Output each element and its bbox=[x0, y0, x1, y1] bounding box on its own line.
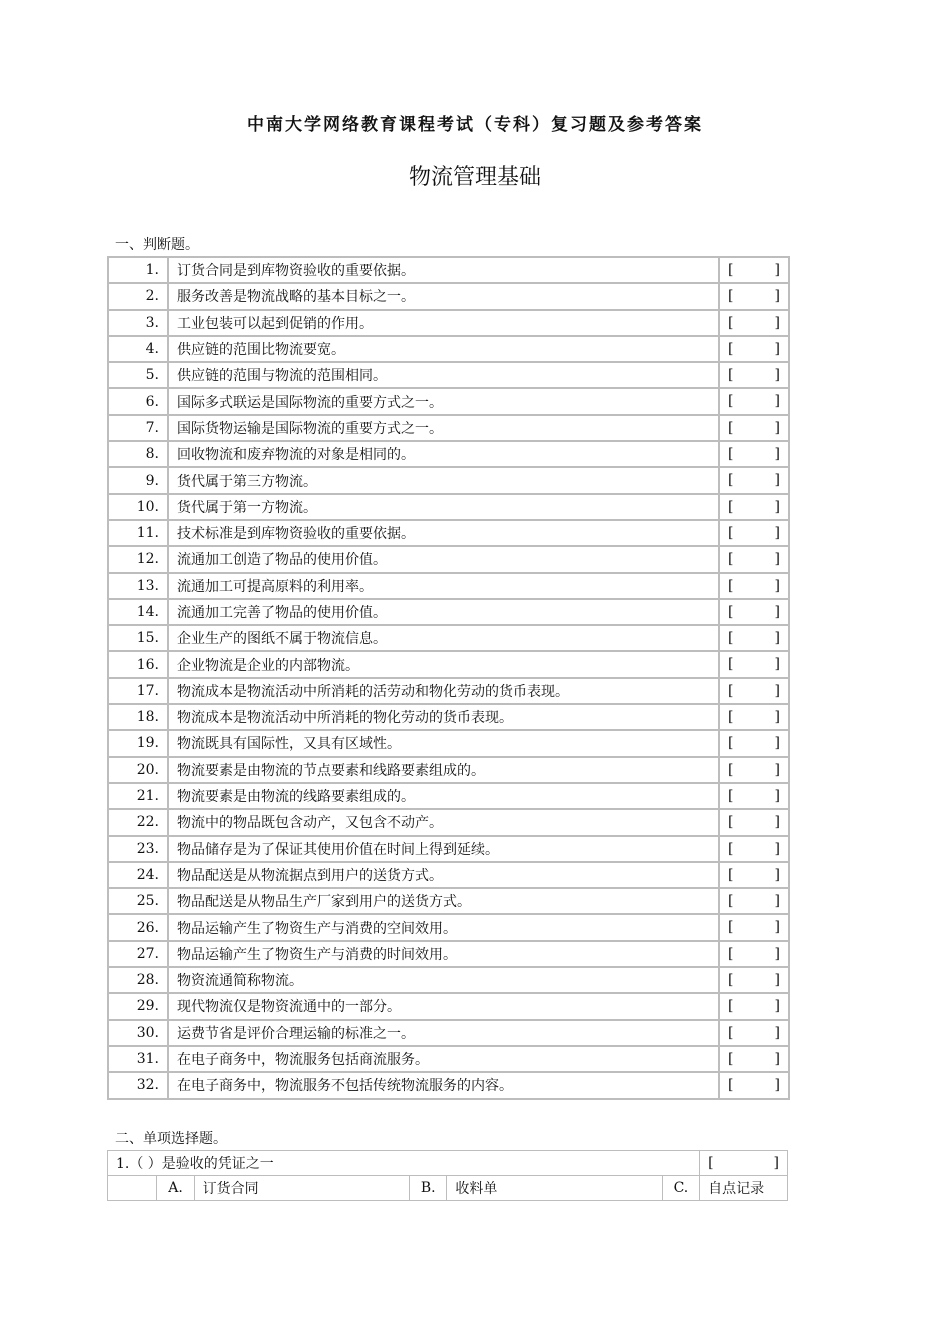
question-number: 27. bbox=[108, 941, 168, 967]
bracket-left: [ bbox=[728, 498, 734, 515]
bracket-left: [ bbox=[728, 262, 734, 278]
bracket-right: ] bbox=[774, 1024, 780, 1041]
bracket-right: ] bbox=[774, 551, 780, 568]
question-number: 9. bbox=[108, 467, 168, 493]
answer-bracket[interactable] bbox=[719, 388, 789, 414]
question-text: 回收物流和废弃物流的对象是相同的。 bbox=[168, 441, 719, 467]
table-row bbox=[108, 1046, 789, 1072]
bracket-left: [ bbox=[728, 972, 734, 989]
question-number: 8. bbox=[108, 441, 168, 467]
answer-bracket[interactable] bbox=[719, 888, 789, 914]
bracket-right: ] bbox=[773, 1155, 779, 1171]
question-text: 物品运输产生了物资生产与消费的时间效用。 bbox=[168, 941, 719, 967]
question-number: 20. bbox=[108, 757, 168, 783]
table-row bbox=[108, 651, 789, 677]
bracket-right: ] bbox=[774, 787, 780, 804]
bracket-right: ] bbox=[774, 945, 780, 962]
bracket-left: [ bbox=[728, 814, 734, 831]
question-number: 10. bbox=[108, 494, 168, 520]
question-text: 货代属于第三方物流。 bbox=[168, 467, 719, 493]
question-number: 12. bbox=[108, 546, 168, 572]
bracket-left: [ bbox=[728, 603, 734, 620]
question-number: 11. bbox=[108, 520, 168, 546]
section-heading-single-choice: 二、单项选择题。 bbox=[115, 1131, 227, 1147]
option-spacer bbox=[108, 1176, 157, 1201]
bracket-right: ] bbox=[774, 814, 780, 831]
options-row bbox=[108, 1176, 788, 1201]
question-number: 32. bbox=[108, 1072, 168, 1098]
answer-bracket[interactable] bbox=[719, 310, 789, 336]
answer-bracket[interactable] bbox=[719, 1072, 789, 1098]
question-text: 货代属于第一方物流。 bbox=[168, 494, 719, 520]
answer-bracket[interactable] bbox=[719, 836, 789, 862]
question-text: 企业生产的图纸不属于物流信息。 bbox=[168, 625, 719, 651]
section-heading-true-false: 一、判断题。 bbox=[115, 237, 199, 253]
table-row bbox=[108, 520, 789, 546]
question-number: 3. bbox=[108, 310, 168, 336]
question-number: 4. bbox=[108, 336, 168, 362]
table-row bbox=[108, 467, 789, 493]
question-text: 工业包装可以起到促销的作用。 bbox=[168, 310, 719, 336]
bracket-right: ] bbox=[774, 735, 780, 752]
bracket-left: [ bbox=[728, 866, 734, 883]
table-row bbox=[108, 362, 789, 388]
bracket-right: ] bbox=[774, 630, 780, 647]
table-row bbox=[108, 573, 789, 599]
question-text: 物品配送是从物流据点到用户的送货方式。 bbox=[168, 862, 719, 888]
answer-bracket[interactable] bbox=[719, 809, 789, 835]
answer-bracket[interactable] bbox=[719, 415, 789, 441]
bracket-left: [ bbox=[728, 709, 734, 726]
answer-bracket[interactable] bbox=[719, 967, 789, 993]
bracket-left: [ bbox=[728, 919, 734, 936]
answer-bracket[interactable] bbox=[719, 573, 789, 599]
bracket-left: [ bbox=[728, 1024, 734, 1041]
table-row bbox=[108, 888, 789, 914]
answer-bracket[interactable] bbox=[719, 362, 789, 388]
bracket-right: ] bbox=[774, 524, 780, 541]
answer-bracket[interactable] bbox=[719, 783, 789, 809]
bracket-right: ] bbox=[774, 446, 780, 463]
bracket-left: [ bbox=[728, 314, 734, 331]
answer-bracket[interactable] bbox=[719, 678, 789, 704]
bracket-left: [ bbox=[728, 577, 734, 594]
bracket-right: ] bbox=[774, 1050, 780, 1067]
question-text: 物流成本是物流活动中所消耗的物化劳动的货币表现。 bbox=[168, 704, 719, 730]
bracket-right: ] bbox=[774, 893, 780, 910]
bracket-right: ] bbox=[774, 603, 780, 620]
question-text: 技术标准是到库物资验收的重要依据。 bbox=[168, 520, 719, 546]
question-text: 国际货物运输是国际物流的重要方式之一。 bbox=[168, 415, 719, 441]
table-row bbox=[108, 1020, 789, 1046]
bracket-right: ] bbox=[774, 262, 780, 278]
question-number: 23. bbox=[108, 836, 168, 862]
table-row bbox=[108, 336, 789, 362]
answer-bracket[interactable] bbox=[719, 941, 789, 967]
table-row bbox=[108, 546, 789, 572]
answer-bracket[interactable] bbox=[719, 1020, 789, 1046]
table-row bbox=[108, 967, 789, 993]
bracket-right: ] bbox=[774, 472, 780, 489]
true-false-table bbox=[107, 256, 790, 1100]
bracket-right: ] bbox=[774, 314, 780, 331]
question-number: 30. bbox=[108, 1020, 168, 1046]
option-text: 订货合同 bbox=[194, 1176, 409, 1201]
answer-bracket[interactable] bbox=[719, 625, 789, 651]
answer-bracket[interactable] bbox=[719, 283, 789, 309]
option-label: A. bbox=[157, 1176, 194, 1201]
question-text: 物流既具有国际性，又具有区域性。 bbox=[168, 730, 719, 756]
bracket-left: [ bbox=[728, 630, 734, 647]
bracket-right: ] bbox=[774, 498, 780, 515]
answer-bracket[interactable] bbox=[719, 757, 789, 783]
bracket-left: [ bbox=[728, 787, 734, 804]
document-title: 中南大学网络教育课程考试（专科）复习题及参考答案 bbox=[247, 115, 703, 135]
question-text: 物流成本是物流活动中所消耗的活劳动和物化劳动的货币表现。 bbox=[168, 678, 719, 704]
answer-bracket[interactable] bbox=[719, 467, 789, 493]
question-text: 流通加工可提高原料的利用率。 bbox=[168, 573, 719, 599]
option-text: 自点记录 bbox=[700, 1176, 788, 1201]
question-number: 22. bbox=[108, 809, 168, 835]
bracket-right: ] bbox=[774, 656, 780, 673]
table-row bbox=[108, 757, 789, 783]
bracket-left: [ bbox=[728, 472, 734, 489]
question-number: 16. bbox=[108, 651, 168, 677]
bracket-left: [ bbox=[728, 1077, 734, 1094]
table-row bbox=[108, 809, 789, 835]
table-row bbox=[108, 1072, 789, 1098]
question-row bbox=[108, 1151, 788, 1176]
question-number: 1. bbox=[108, 257, 168, 283]
bracket-left: [ bbox=[728, 419, 734, 436]
bracket-left: [ bbox=[728, 340, 734, 357]
question-text: 物资流通简称物流。 bbox=[168, 967, 719, 993]
question-text: 流通加工创造了物品的使用价值。 bbox=[168, 546, 719, 572]
question-text: 供应链的范围与物流的范围相同。 bbox=[168, 362, 719, 388]
table-row bbox=[108, 993, 789, 1019]
table-row bbox=[108, 310, 789, 336]
answer-bracket[interactable] bbox=[719, 1046, 789, 1072]
bracket-left: [ bbox=[728, 945, 734, 962]
question-text: 供应链的范围比物流要宽。 bbox=[168, 336, 719, 362]
answer-bracket[interactable] bbox=[719, 599, 789, 625]
answer-bracket[interactable] bbox=[719, 257, 789, 283]
table-row bbox=[108, 415, 789, 441]
answer-bracket[interactable] bbox=[719, 993, 789, 1019]
bracket-left: [ bbox=[728, 840, 734, 857]
question-number: 24. bbox=[108, 862, 168, 888]
question-number: 17. bbox=[108, 678, 168, 704]
question-text: 物流中的物品既包含动产，又包含不动产。 bbox=[168, 809, 719, 835]
table-row bbox=[108, 836, 789, 862]
bracket-left: [ bbox=[728, 682, 734, 699]
question-number: 14. bbox=[108, 599, 168, 625]
question-text: 在电子商务中，物流服务不包括传统物流服务的内容。 bbox=[168, 1072, 719, 1098]
bracket-left: [ bbox=[728, 1050, 734, 1067]
bracket-right: ] bbox=[774, 419, 780, 436]
bracket-right: ] bbox=[774, 998, 780, 1015]
bracket-right: ] bbox=[774, 866, 780, 883]
single-choice-table bbox=[107, 1150, 788, 1201]
answer-bracket[interactable] bbox=[719, 336, 789, 362]
answer-bracket[interactable] bbox=[719, 441, 789, 467]
question-text: 运费节省是评价合理运输的标准之一。 bbox=[168, 1020, 719, 1046]
bracket-left: [ bbox=[708, 1155, 714, 1171]
question-text: 国际多式联运是国际物流的重要方式之一。 bbox=[168, 388, 719, 414]
bracket-right: ] bbox=[774, 682, 780, 699]
bracket-left: [ bbox=[728, 367, 734, 384]
bracket-left: [ bbox=[728, 446, 734, 463]
question-number: 31. bbox=[108, 1046, 168, 1072]
bracket-left: [ bbox=[728, 656, 734, 673]
bracket-left: [ bbox=[728, 735, 734, 752]
question-number: 19. bbox=[108, 730, 168, 756]
bracket-right: ] bbox=[774, 577, 780, 594]
answer-bracket[interactable] bbox=[719, 704, 789, 730]
question-text: 物流要素是由物流的线路要素组成的。 bbox=[168, 783, 719, 809]
question-text: 物品运输产生了物资生产与消费的空间效用。 bbox=[168, 914, 719, 940]
question-text: 物流要素是由物流的节点要素和线路要素组成的。 bbox=[168, 757, 719, 783]
question-text: 物品储存是为了保证其使用价值在时间上得到延续。 bbox=[168, 836, 719, 862]
answer-bracket[interactable] bbox=[719, 546, 789, 572]
answer-bracket[interactable] bbox=[700, 1151, 788, 1176]
answer-bracket[interactable] bbox=[719, 862, 789, 888]
bracket-right: ] bbox=[774, 919, 780, 936]
table-row bbox=[108, 599, 789, 625]
question-number: 13. bbox=[108, 573, 168, 599]
table-row bbox=[108, 704, 789, 730]
answer-bracket[interactable] bbox=[719, 494, 789, 520]
answer-bracket[interactable] bbox=[719, 520, 789, 546]
question-text: 现代物流仅是物资流通中的一部分。 bbox=[168, 993, 719, 1019]
bracket-right: ] bbox=[774, 709, 780, 726]
question-number: 26. bbox=[108, 914, 168, 940]
bracket-right: ] bbox=[774, 367, 780, 384]
table-row bbox=[108, 783, 789, 809]
option-label: B. bbox=[410, 1176, 447, 1201]
option-text: 收料单 bbox=[447, 1176, 662, 1201]
answer-bracket[interactable] bbox=[719, 730, 789, 756]
bracket-left: [ bbox=[728, 761, 734, 778]
bracket-left: [ bbox=[728, 393, 734, 410]
bracket-left: [ bbox=[728, 551, 734, 568]
bracket-left: [ bbox=[728, 524, 734, 541]
table-row bbox=[108, 494, 789, 520]
question-number: 2. bbox=[108, 283, 168, 309]
question-stem: 1.（ ）是验收的凭证之一 bbox=[108, 1151, 700, 1176]
table-row bbox=[108, 388, 789, 414]
question-text: 订货合同是到库物资验收的重要依据。 bbox=[168, 257, 719, 283]
table-row bbox=[108, 730, 789, 756]
course-title: 物流管理基础 bbox=[408, 165, 541, 190]
table-row bbox=[108, 283, 789, 309]
bracket-right: ] bbox=[774, 393, 780, 410]
bracket-right: ] bbox=[774, 972, 780, 989]
table-row bbox=[108, 862, 789, 888]
question-number: 25. bbox=[108, 888, 168, 914]
question-number: 21. bbox=[108, 783, 168, 809]
bracket-left: [ bbox=[728, 998, 734, 1015]
question-number: 15. bbox=[108, 625, 168, 651]
bracket-left: [ bbox=[728, 288, 734, 305]
question-text: 流通加工完善了物品的使用价值。 bbox=[168, 599, 719, 625]
answer-bracket[interactable] bbox=[719, 914, 789, 940]
bracket-right: ] bbox=[774, 761, 780, 778]
bracket-right: ] bbox=[774, 1077, 780, 1094]
table-row bbox=[108, 914, 789, 940]
table-row bbox=[108, 441, 789, 467]
bracket-right: ] bbox=[774, 288, 780, 305]
table-row bbox=[108, 625, 789, 651]
question-text: 在电子商务中，物流服务包括商流服务。 bbox=[168, 1046, 719, 1072]
question-number: 18. bbox=[108, 704, 168, 730]
question-number: 5. bbox=[108, 362, 168, 388]
question-text: 企业物流是企业的内部物流。 bbox=[168, 651, 719, 677]
bracket-right: ] bbox=[774, 840, 780, 857]
question-text: 服务改善是物流战略的基本目标之一。 bbox=[168, 283, 719, 309]
question-number: 7. bbox=[108, 415, 168, 441]
question-number: 6. bbox=[108, 388, 168, 414]
table-row bbox=[108, 678, 789, 704]
option-label: C. bbox=[662, 1176, 699, 1201]
table-row bbox=[108, 941, 789, 967]
answer-bracket[interactable] bbox=[719, 651, 789, 677]
bracket-right: ] bbox=[774, 340, 780, 357]
question-number: 28. bbox=[108, 967, 168, 993]
question-number: 29. bbox=[108, 993, 168, 1019]
bracket-left: [ bbox=[728, 893, 734, 910]
question-text: 物品配送是从物品生产厂家到用户的送货方式。 bbox=[168, 888, 719, 914]
table-row bbox=[108, 257, 789, 283]
